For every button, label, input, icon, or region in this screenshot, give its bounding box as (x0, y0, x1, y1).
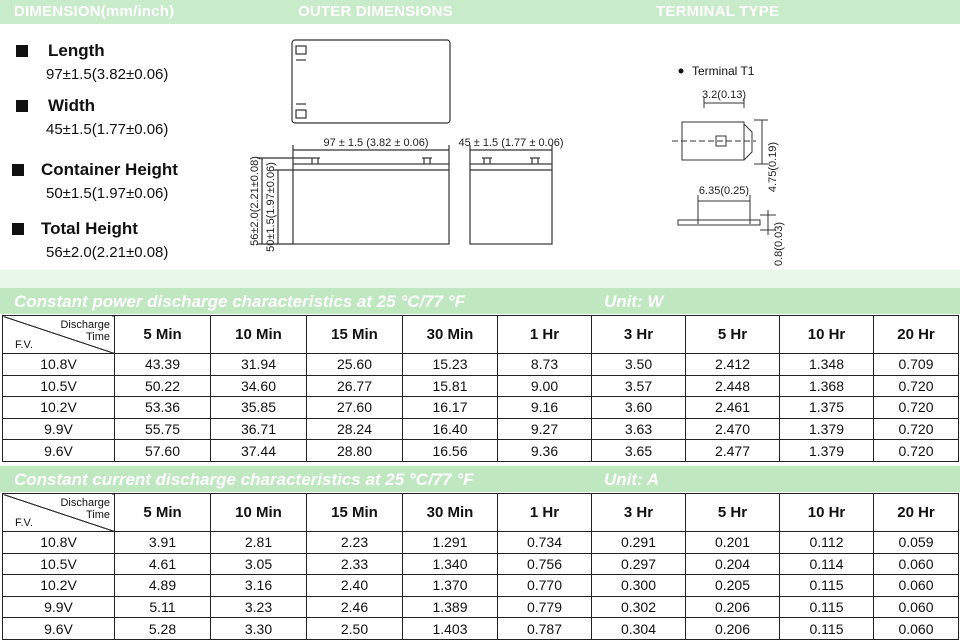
value-cell: 1.379 (780, 418, 874, 440)
final-voltage-cell: 9.6V (3, 618, 115, 640)
column-header: 3 Hr (592, 494, 686, 532)
table-row (3, 596, 959, 618)
value-cell: 50.22 (115, 375, 211, 397)
current-discharge-table (2, 493, 959, 640)
value-cell: 2.448 (686, 375, 780, 397)
value-cell: 0.206 (686, 596, 780, 618)
value-cell: 0.720 (874, 397, 959, 419)
power-table-title: Constant power discharge characteristics at 25 °C/77 °F (14, 292, 466, 311)
value-cell: 0.059 (874, 532, 959, 554)
terminal-width-label: 3.2(0.13) (701, 89, 747, 101)
value-cell: 37.44 (211, 440, 307, 462)
value-cell: 25.60 (307, 354, 403, 376)
value-cell: 1.340 (403, 553, 498, 575)
value-cell: 1.389 (403, 596, 498, 618)
value-cell: 0.709 (874, 354, 959, 376)
value-cell: 9.27 (498, 418, 592, 440)
value-cell: 16.17 (403, 397, 498, 419)
terminal-length-label: 6.35(0.25) (698, 185, 750, 197)
value-cell: 2.461 (686, 397, 780, 419)
current-table-body (3, 532, 959, 640)
table-row (3, 532, 959, 554)
value-cell: 1.403 (403, 618, 498, 640)
current-table-unit: Unit: A (604, 470, 660, 489)
value-cell: 3.60 (592, 397, 686, 419)
value-cell: 3.57 (592, 375, 686, 397)
value-cell: 2.46 (307, 596, 403, 618)
terminal-bottom-icon (296, 110, 306, 118)
table-header-row (3, 494, 959, 532)
corner-time-label: Discharge Time (60, 319, 110, 343)
value-cell: 28.80 (307, 440, 403, 462)
value-cell: 2.23 (307, 532, 403, 554)
final-voltage-cell: 10.5V (3, 553, 115, 575)
column-header: 15 Min (307, 316, 403, 354)
value-cell: 3.23 (211, 596, 307, 618)
value-cell: 5.11 (115, 596, 211, 618)
dimension-value: 56±2.0(2.21±0.08) (46, 244, 169, 261)
value-cell: 0.770 (498, 575, 592, 597)
column-header: 5 Hr (686, 494, 780, 532)
column-header: 20 Hr (874, 316, 959, 354)
column-header: 5 Hr (686, 316, 780, 354)
current-table-title-band (0, 466, 960, 492)
value-cell: 26.77 (307, 375, 403, 397)
table-row (3, 354, 959, 376)
width-dimension-label: 45 ± 1.5 (1.77 ± 0.06) (458, 137, 564, 149)
value-cell: 9.36 (498, 440, 592, 462)
corner-fv-label: F.V. (15, 517, 33, 529)
column-header: 20 Hr (874, 494, 959, 532)
column-header: 3 Hr (592, 316, 686, 354)
value-cell: 2.40 (307, 575, 403, 597)
bullet-square-icon (12, 164, 24, 176)
value-cell: 0.060 (874, 553, 959, 575)
table-row (3, 440, 959, 462)
column-header: 30 Min (403, 494, 498, 532)
final-voltage-cell: 9.9V (3, 596, 115, 618)
value-cell: 2.33 (307, 553, 403, 575)
value-cell: 8.73 (498, 354, 592, 376)
value-cell: 0.304 (592, 618, 686, 640)
value-cell: 0.060 (874, 596, 959, 618)
value-cell: 15.81 (403, 375, 498, 397)
battery-top-view (292, 40, 450, 123)
value-cell: 0.734 (498, 532, 592, 554)
value-cell: 1.370 (403, 575, 498, 597)
value-cell: 31.94 (211, 354, 307, 376)
dimension-name: Total Height (41, 219, 138, 238)
value-cell: 3.05 (211, 553, 307, 575)
value-cell: 0.300 (592, 575, 686, 597)
column-header: 5 Min (115, 494, 211, 532)
table-corner-cell (3, 316, 115, 354)
value-cell: 0.205 (686, 575, 780, 597)
final-voltage-cell: 10.8V (3, 354, 115, 376)
value-cell: 16.56 (403, 440, 498, 462)
value-cell: 2.470 (686, 418, 780, 440)
table-header-row (3, 316, 959, 354)
value-cell: 0.060 (874, 618, 959, 640)
column-header: 10 Min (211, 316, 307, 354)
outer-dimensions-header: OUTER DIMENSIONS (298, 3, 453, 20)
final-voltage-cell: 9.6V (3, 440, 115, 462)
value-cell: 3.16 (211, 575, 307, 597)
value-cell: 34.60 (211, 375, 307, 397)
value-cell: 5.28 (115, 618, 211, 640)
table-row (3, 397, 959, 419)
value-cell: 0.291 (592, 532, 686, 554)
column-header: 15 Min (307, 494, 403, 532)
section-divider (0, 270, 960, 288)
value-cell: 0.112 (780, 532, 874, 554)
battery-side-view (470, 164, 552, 244)
outer-dimensions-drawing (240, 24, 600, 270)
total-height-dimension-label: 56±2.0(2.21±0.08) (249, 156, 261, 246)
terminal-height-label: 4.75(0.19) (767, 141, 779, 193)
power-discharge-table (2, 315, 959, 462)
value-cell: 0.302 (592, 596, 686, 618)
value-cell: 27.60 (307, 397, 403, 419)
value-cell: 0.206 (686, 618, 780, 640)
value-cell: 3.63 (592, 418, 686, 440)
column-header: 30 Min (403, 316, 498, 354)
value-cell: 3.91 (115, 532, 211, 554)
dimension-section (0, 24, 960, 270)
final-voltage-cell: 10.5V (3, 375, 115, 397)
terminal-type-label: Terminal T1 (692, 64, 755, 78)
column-header: 5 Min (115, 316, 211, 354)
value-cell: 0.720 (874, 440, 959, 462)
value-cell: 0.204 (686, 553, 780, 575)
value-cell: 0.115 (780, 618, 874, 640)
value-cell: 2.477 (686, 440, 780, 462)
value-cell: 0.756 (498, 553, 592, 575)
terminal-bullet-icon (679, 69, 684, 74)
terminal-thickness-label: 0.8(0.03) (773, 221, 785, 267)
value-cell: 0.060 (874, 575, 959, 597)
table-row (3, 375, 959, 397)
power-table-body (3, 354, 959, 462)
value-cell: 57.60 (115, 440, 211, 462)
current-table-title: Constant current discharge characteristics at 25 °C/77 °F (14, 470, 474, 489)
table-row (3, 418, 959, 440)
dimension-value: 50±1.5(1.97±0.06) (46, 185, 169, 202)
power-table-unit: Unit: W (604, 292, 664, 311)
table-corner-cell (3, 494, 115, 532)
value-cell: 1.368 (780, 375, 874, 397)
terminal-drawing (672, 24, 852, 267)
value-cell: 0.115 (780, 596, 874, 618)
value-cell: 0.787 (498, 618, 592, 640)
table-row (3, 575, 959, 597)
value-cell: 3.50 (592, 354, 686, 376)
final-voltage-cell: 10.8V (3, 532, 115, 554)
table-row (3, 553, 959, 575)
spec-header-band (0, 0, 960, 24)
column-header: 10 Hr (780, 316, 874, 354)
column-header: 10 Hr (780, 494, 874, 532)
value-cell: 2.81 (211, 532, 307, 554)
terminal-type-header: TERMINAL TYPE (656, 3, 780, 20)
dimension-name: Width (48, 96, 96, 115)
dimension-value: 45±1.5(1.77±0.06) (46, 121, 169, 138)
dimension-header: DIMENSION(mm/inch) (14, 3, 175, 20)
bullet-square-icon (12, 223, 24, 235)
terminal-top-icon (296, 46, 306, 54)
value-cell: 4.89 (115, 575, 211, 597)
final-voltage-cell: 9.9V (3, 418, 115, 440)
value-cell: 36.71 (211, 418, 307, 440)
value-cell: 2.50 (307, 618, 403, 640)
value-cell: 4.61 (115, 553, 211, 575)
value-cell: 0.720 (874, 418, 959, 440)
value-cell: 15.23 (403, 354, 498, 376)
power-table-title-band (0, 288, 960, 314)
value-cell: 53.36 (115, 397, 211, 419)
value-cell: 43.39 (115, 354, 211, 376)
final-voltage-cell: 10.2V (3, 397, 115, 419)
bullet-square-icon (16, 45, 28, 57)
value-cell: 1.291 (403, 532, 498, 554)
value-cell: 1.375 (780, 397, 874, 419)
dimension-name: Length (48, 41, 105, 60)
value-cell: 2.412 (686, 354, 780, 376)
corner-fv-label: F.V. (15, 339, 33, 351)
column-header: 1 Hr (498, 494, 592, 532)
table-row (3, 618, 959, 640)
corner-time-label: Discharge Time (60, 497, 110, 521)
value-cell: 1.348 (780, 354, 874, 376)
battery-front-view (293, 164, 449, 244)
value-cell: 0.297 (592, 553, 686, 575)
value-cell: 0.114 (780, 553, 874, 575)
value-cell: 0.720 (874, 375, 959, 397)
value-cell: 35.85 (211, 397, 307, 419)
bullet-square-icon (16, 100, 28, 112)
value-cell: 28.24 (307, 418, 403, 440)
dimension-name: Container Height (41, 160, 178, 179)
value-cell: 0.115 (780, 575, 874, 597)
value-cell: 0.201 (686, 532, 780, 554)
value-cell: 1.379 (780, 440, 874, 462)
value-cell: 0.779 (498, 596, 592, 618)
dimension-value: 97±1.5(3.82±0.06) (46, 66, 169, 83)
column-header: 10 Min (211, 494, 307, 532)
column-header: 1 Hr (498, 316, 592, 354)
value-cell: 9.16 (498, 397, 592, 419)
value-cell: 9.00 (498, 375, 592, 397)
final-voltage-cell: 10.2V (3, 575, 115, 597)
length-dimension-label: 97 ± 1.5 (3.82 ± 0.06) (323, 137, 429, 149)
value-cell: 3.30 (211, 618, 307, 640)
container-height-dimension-label: 50±1.5(1.97±0.06) (265, 162, 277, 252)
value-cell: 16.40 (403, 418, 498, 440)
value-cell: 3.65 (592, 440, 686, 462)
value-cell: 55.75 (115, 418, 211, 440)
